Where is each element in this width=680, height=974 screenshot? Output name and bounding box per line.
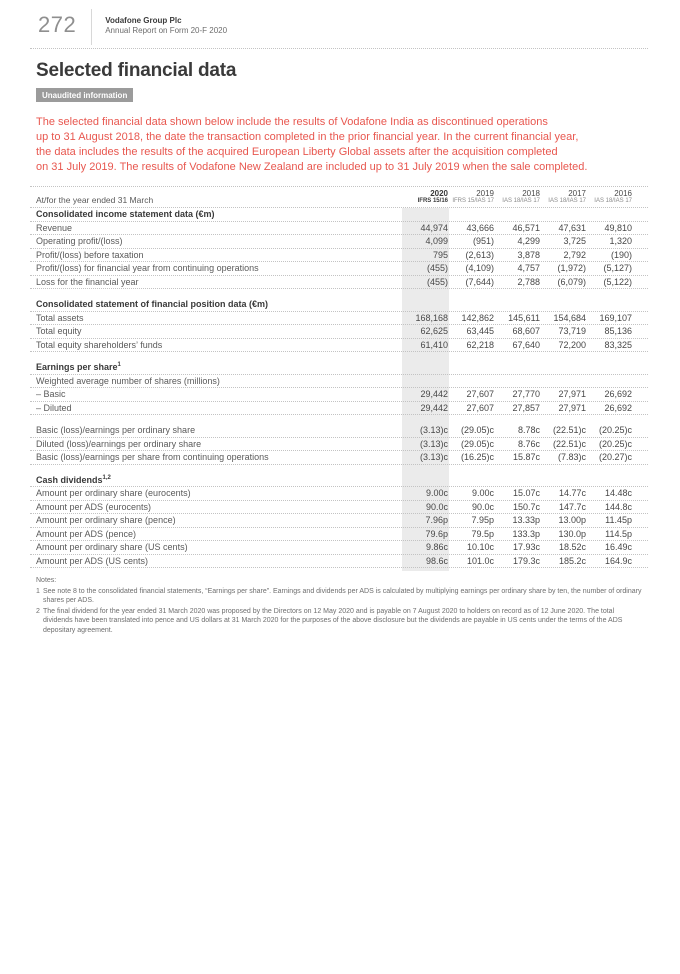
cell-value: 44,974 <box>420 222 448 233</box>
column-basis: IAS 18/IAS 17 <box>502 198 540 204</box>
note-text: See note 8 to the consolidated financial statements, “Earnings per share”. Earnings and dividends per ADS is calculated by multiplying earnings per ordinary share by ten, the number of ordinary shares per ADS. <box>43 587 642 604</box>
section-header <box>30 208 648 222</box>
cell-value: 17.93c <box>512 542 540 553</box>
row-label: Total equity <box>36 326 82 337</box>
cell-value: 1,320 <box>609 236 632 247</box>
column-year: 2017 <box>568 189 586 198</box>
row-label: Diluted (loss)/earnings per ordinary share <box>36 438 202 449</box>
table-row <box>30 402 648 416</box>
table-section <box>30 361 648 415</box>
row-label: Revenue <box>36 222 73 233</box>
cell-value: 79.6p <box>425 528 448 539</box>
cell-value: 14.48c <box>604 488 632 499</box>
table-row <box>30 555 648 569</box>
row-label: Amount per ADS (eurocents) <box>36 501 152 512</box>
notes-heading: Notes: <box>36 577 57 584</box>
row-label: Amount per ADS (pence) <box>36 528 137 539</box>
cell-value: 9.86c <box>425 542 448 553</box>
table-row <box>30 262 648 276</box>
cell-value: 4,099 <box>425 236 448 247</box>
page-header <box>38 13 648 45</box>
table-row <box>30 424 648 438</box>
row-label: Basic (loss)/earnings per share from continuing operations <box>36 452 269 463</box>
cell-value: (22.51)c <box>552 425 586 436</box>
table-row <box>30 501 648 515</box>
row-label: Loss for the financial year <box>36 276 139 287</box>
table-row <box>30 438 648 452</box>
table-row <box>30 487 648 501</box>
section-header <box>30 298 648 312</box>
header-rule <box>30 48 648 49</box>
section-header <box>30 474 648 488</box>
cell-value: (5,127) <box>603 263 632 274</box>
cell-value: (1,972) <box>557 263 586 274</box>
cell-value: 27,857 <box>512 402 540 413</box>
column-header <box>494 190 540 205</box>
column-year: 2016 <box>614 189 632 198</box>
table-row <box>30 451 648 465</box>
cell-value: (29.05)c <box>460 425 494 436</box>
cell-value: (20.25)c <box>598 438 632 449</box>
column-header <box>540 190 586 205</box>
cell-value: 185.2c <box>558 555 586 566</box>
cell-value: 16.49c <box>604 542 632 553</box>
note-number: 1 <box>36 587 40 595</box>
cell-value: 68,607 <box>512 326 540 337</box>
cell-value: (4,109) <box>465 263 494 274</box>
row-label: Total equity shareholders’ funds <box>36 339 163 350</box>
section-header-text: Cash dividends <box>36 474 103 485</box>
cell-value: 145,611 <box>508 312 540 323</box>
cell-value: 27,607 <box>466 402 494 413</box>
cell-value: 13.00p <box>558 515 586 526</box>
row-label: Profit/(loss) before taxation <box>36 249 144 260</box>
cell-value: 62,625 <box>420 326 448 337</box>
cell-value: 2,788 <box>517 276 540 287</box>
cell-value: 62,218 <box>466 339 494 350</box>
cell-value: 26,692 <box>604 389 632 400</box>
page-title: Selected financial data <box>36 60 237 81</box>
table-section <box>30 424 648 465</box>
footnote-reference: 1 <box>117 362 121 368</box>
footnote-reference: 1,2 <box>102 474 111 481</box>
header-meta <box>105 13 227 36</box>
cell-value: 98.6c <box>425 555 448 566</box>
cell-value: 3,725 <box>563 236 586 247</box>
cell-value: (2,613) <box>465 249 494 260</box>
cell-value: 10.10c <box>466 542 494 553</box>
cell-value: 49,810 <box>604 222 632 233</box>
table-row <box>30 222 648 236</box>
cell-value: (3.13)c <box>419 452 448 463</box>
section-header <box>30 361 648 375</box>
section-header-text: Consolidated income statement data (€m) <box>36 209 215 219</box>
notes-section <box>30 576 648 635</box>
header-divider <box>91 9 92 45</box>
cell-value: 61,410 <box>420 339 448 350</box>
intro-line: up to 31 August 2018, the date the transaction completed in the prior financial year. In the current financial year, <box>36 131 579 143</box>
cell-value: 73,719 <box>558 326 586 337</box>
row-label: Basic (loss)/earnings per ordinary share <box>36 425 196 436</box>
cell-value: 144.8c <box>604 501 632 512</box>
cell-value: 147.7c <box>558 501 586 512</box>
cell-value: 18.52c <box>558 542 586 553</box>
cell-value: 795 <box>432 249 448 260</box>
row-label: Amount per ADS (US cents) <box>36 555 149 566</box>
row-label: Total assets <box>36 312 84 323</box>
column-basis: IAS 18/IAS 17 <box>594 198 632 204</box>
cell-value: 85,136 <box>604 326 632 337</box>
cell-value: 29,442 <box>420 389 448 400</box>
cell-value: 142,862 <box>461 312 494 323</box>
cell-value: 90.0c <box>425 501 448 512</box>
cell-value: 133.3p <box>512 528 540 539</box>
table-section <box>30 208 648 289</box>
column-year: 2020 <box>430 189 448 198</box>
cell-value: (20.27)c <box>598 452 632 463</box>
cell-value: (190) <box>610 249 632 260</box>
cell-value: 15.87c <box>512 452 540 463</box>
note-item <box>30 587 648 606</box>
report-page <box>0 13 680 974</box>
row-label: Amount per ordinary share (pence) <box>36 515 176 526</box>
cell-value: 4,299 <box>517 236 540 247</box>
cell-value: 101.0c <box>466 555 494 566</box>
cell-value: 27,770 <box>512 389 540 400</box>
cell-value: 43,666 <box>466 222 494 233</box>
table-section <box>30 298 648 352</box>
cell-value: (3.13)c <box>419 438 448 449</box>
table-section <box>30 474 648 569</box>
cell-value: 63,445 <box>466 326 494 337</box>
cell-value: (3.13)c <box>419 425 448 436</box>
cell-value: 4,757 <box>517 263 540 274</box>
cell-value: 7.95p <box>471 515 494 526</box>
cell-value: 27,607 <box>466 389 494 400</box>
cell-value: (7,644) <box>465 276 494 287</box>
cell-value: 8.78c <box>517 425 540 436</box>
table-row <box>30 339 648 353</box>
column-year: 2018 <box>522 189 540 198</box>
row-label: – Basic <box>36 389 66 400</box>
cell-value: (7.83)c <box>557 452 586 463</box>
cell-value: 14.77c <box>558 488 586 499</box>
section-header-text: Consolidated statement of financial position data (€m) <box>36 299 269 309</box>
column-basis: IFRS 15/IAS 17 <box>452 198 494 204</box>
table-row <box>30 514 648 528</box>
cell-value: (29.05)c <box>460 438 494 449</box>
row-label: Weighted average number of shares (millions) <box>36 375 220 386</box>
cell-value: 9.00c <box>471 488 494 499</box>
intro-line: the data includes the results of the acquired European Liberty Global assets after the acquisition completed <box>36 146 558 158</box>
cell-value: (6,079) <box>557 276 586 287</box>
cell-value: 79.5p <box>471 528 494 539</box>
cell-value: 26,692 <box>604 402 632 413</box>
cell-value: 2,792 <box>563 249 586 260</box>
table-row <box>30 325 648 339</box>
cell-value: 11.45p <box>605 515 632 526</box>
column-header <box>402 190 448 205</box>
row-label: Amount per ordinary share (US cents) <box>36 542 188 553</box>
row-label: – Diluted <box>36 402 72 413</box>
section-header-text: Earnings per share <box>36 362 118 372</box>
note-text: The final dividend for the year ended 31 March 2020 was proposed by the Directors on 12 May 2020 and is payable on 7 August 2020 to holders on record as of 12 June 2020. The total dividends have been translated into pence and US dollars at 31 March 2020 for the purposes of the above disclosure but the dividends are payable in US cents under the terms of the ADS depositary agreement. <box>43 607 623 634</box>
table-row <box>30 312 648 326</box>
cell-value: 46,571 <box>512 222 540 233</box>
cell-value: 47,631 <box>558 222 586 233</box>
table-row <box>30 541 648 555</box>
page-number: 272 <box>38 12 77 37</box>
cell-value: 29,442 <box>420 402 448 413</box>
table-row <box>30 249 648 263</box>
cell-value: 3,878 <box>517 249 540 260</box>
cell-value: 72,200 <box>558 339 586 350</box>
column-year: 2019 <box>476 189 494 198</box>
row-label: Profit/(loss) for financial year from continuing operations <box>36 263 259 274</box>
cell-value: 67,640 <box>512 339 540 350</box>
cell-value: 15.07c <box>512 488 540 499</box>
note-item <box>30 607 648 636</box>
cell-value: 168,168 <box>415 312 448 323</box>
cell-value: 13.33p <box>512 515 540 526</box>
cell-value: (20.25)c <box>598 425 632 436</box>
cell-value: (951) <box>472 236 494 247</box>
cell-value: 150.7c <box>512 501 540 512</box>
intro-paragraph <box>36 115 648 175</box>
cell-value: 27,971 <box>558 402 586 413</box>
cell-value: (16.25)c <box>460 452 494 463</box>
column-basis: IFRS 15/16 <box>417 198 448 204</box>
cell-value: 169,107 <box>599 312 632 323</box>
table-body <box>30 208 648 568</box>
row-label: Amount per ordinary share (eurocents) <box>36 488 191 499</box>
cell-value: 90.0c <box>471 501 494 512</box>
unaudited-badge: Unaudited information <box>36 88 133 102</box>
page-content <box>30 60 648 635</box>
column-header <box>586 190 632 205</box>
cell-value: 154,684 <box>553 312 586 323</box>
intro-line: The selected financial data shown below include the results of Vodafone India as discontinued operations <box>36 116 548 128</box>
cell-value: (22.51)c <box>552 438 586 449</box>
table-period-label: At/for the year ended 31 March <box>36 195 154 205</box>
cell-value: 27,971 <box>558 389 586 400</box>
cell-value: 9.00c <box>425 488 448 499</box>
table-row <box>30 235 648 249</box>
cell-value: 8.76c <box>517 438 540 449</box>
cell-value: 83,325 <box>604 339 632 350</box>
cell-value: (455) <box>426 276 448 287</box>
cell-value: 130.0p <box>558 528 586 539</box>
note-number: 2 <box>36 607 40 615</box>
cell-value: (5,122) <box>603 276 632 287</box>
cell-value: 114.5p <box>605 528 632 539</box>
table-row <box>30 276 648 290</box>
cell-value: 179.3c <box>512 555 540 566</box>
notes-list <box>30 587 648 636</box>
table-row <box>30 375 648 389</box>
row-label: Operating profit/(loss) <box>36 236 123 247</box>
cell-value: 7.96p <box>425 515 448 526</box>
cell-value: (455) <box>426 263 448 274</box>
column-basis: IAS 18/IAS 17 <box>548 198 586 204</box>
intro-line: on 31 July 2019. The results of Vodafone New Zealand are included up to 31 July 2019 when the sale completed. <box>36 161 588 173</box>
column-header <box>448 190 494 205</box>
cell-value: 164.9c <box>604 555 632 566</box>
company-name: Vodafone Group Plc <box>105 16 182 25</box>
financial-data-table <box>30 186 648 568</box>
report-name: Annual Report on Form 20-F 2020 <box>105 26 228 35</box>
table-row <box>30 528 648 542</box>
table-header-row <box>30 186 648 208</box>
table-row <box>30 388 648 402</box>
